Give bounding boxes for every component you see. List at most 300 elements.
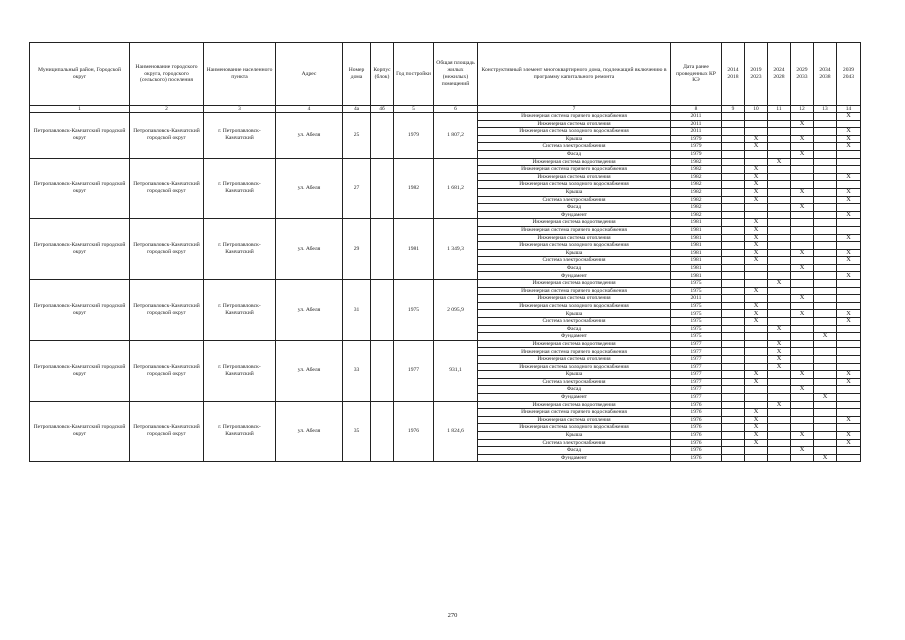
prior-repair-date-cell: 1977 bbox=[671, 371, 722, 379]
period-mark-cell: X bbox=[745, 249, 768, 257]
period-mark-cell bbox=[814, 371, 837, 379]
period-mark-cell bbox=[837, 333, 861, 341]
period-mark-cell bbox=[814, 128, 837, 136]
period-mark-cell bbox=[814, 135, 837, 143]
period-mark-cell: X bbox=[837, 173, 861, 181]
column-header: 2019 2023 bbox=[745, 43, 768, 106]
period-mark-cell bbox=[722, 447, 745, 455]
column-header: Наименование городского округа, городского (сельского) поселения bbox=[130, 43, 204, 106]
period-mark-cell bbox=[768, 454, 791, 462]
period-mark-cell bbox=[745, 264, 768, 272]
prior-repair-date-cell: 1977 bbox=[671, 393, 722, 401]
period-mark-cell bbox=[722, 135, 745, 143]
locality-cell: г. Петропавловск-Камчатский bbox=[204, 113, 276, 159]
period-mark-cell bbox=[722, 439, 745, 447]
period-mark-cell bbox=[814, 401, 837, 409]
period-mark-cell bbox=[791, 424, 814, 432]
column-header: Номер дома bbox=[343, 43, 371, 106]
period-mark-cell bbox=[791, 219, 814, 227]
period-mark-cell bbox=[837, 264, 861, 272]
period-mark-cell bbox=[745, 454, 768, 462]
period-mark-cell bbox=[791, 325, 814, 333]
element-name-cell: Система электроснабжения bbox=[478, 196, 671, 204]
period-mark-cell bbox=[745, 363, 768, 371]
period-mark-cell bbox=[837, 302, 861, 310]
column-number: 9 bbox=[722, 106, 745, 113]
period-mark-cell: X bbox=[791, 264, 814, 272]
period-mark-cell bbox=[814, 181, 837, 189]
period-mark-cell bbox=[814, 257, 837, 265]
period-mark-cell bbox=[722, 234, 745, 242]
period-mark-cell bbox=[722, 257, 745, 265]
locality-cell: г. Петропавловск-Камчатский bbox=[204, 401, 276, 462]
period-mark-cell bbox=[837, 409, 861, 417]
address-cell: ул. Абеля bbox=[276, 219, 343, 280]
period-mark-cell bbox=[837, 150, 861, 158]
prior-repair-date-cell: 1981 bbox=[671, 226, 722, 234]
period-mark-cell: X bbox=[791, 249, 814, 257]
period-mark-cell bbox=[768, 166, 791, 174]
document-page bbox=[29, 42, 860, 462]
address-cell: ул. Абеля bbox=[276, 158, 343, 219]
period-mark-cell bbox=[722, 120, 745, 128]
period-mark-cell: X bbox=[791, 135, 814, 143]
column-header: Муниципальный район, Городской округ bbox=[30, 43, 130, 106]
period-mark-cell bbox=[791, 226, 814, 234]
column-number: 7 bbox=[478, 106, 671, 113]
period-mark-cell: X bbox=[768, 325, 791, 333]
period-mark-cell bbox=[768, 295, 791, 303]
period-mark-cell bbox=[814, 272, 837, 280]
period-mark-cell bbox=[722, 310, 745, 318]
period-mark-cell: X bbox=[837, 416, 861, 424]
period-mark-cell bbox=[722, 226, 745, 234]
prior-repair-date-cell: 1977 bbox=[671, 386, 722, 394]
period-mark-cell bbox=[837, 348, 861, 356]
column-header: 2024 2028 bbox=[768, 43, 791, 106]
period-mark-cell: X bbox=[837, 249, 861, 257]
prior-repair-date-cell: 1976 bbox=[671, 416, 722, 424]
period-mark-cell bbox=[722, 302, 745, 310]
period-mark-cell: X bbox=[745, 173, 768, 181]
period-mark-cell bbox=[814, 280, 837, 288]
period-mark-cell: X bbox=[837, 135, 861, 143]
column-number-row bbox=[30, 106, 861, 113]
period-mark-cell bbox=[814, 143, 837, 151]
period-mark-cell bbox=[768, 226, 791, 234]
element-name-cell: Система электроснабжения bbox=[478, 257, 671, 265]
element-name-cell: Инженерная система холодного водоснабжения bbox=[478, 424, 671, 432]
period-mark-cell bbox=[768, 424, 791, 432]
period-mark-cell: X bbox=[745, 196, 768, 204]
period-mark-cell: X bbox=[768, 363, 791, 371]
prior-repair-date-cell: 1975 bbox=[671, 280, 722, 288]
period-mark-cell: X bbox=[768, 401, 791, 409]
element-name-cell: Система электроснабжения bbox=[478, 439, 671, 447]
column-number: 12 bbox=[791, 106, 814, 113]
building-cell bbox=[371, 340, 394, 401]
period-mark-cell bbox=[722, 348, 745, 356]
year-cell: 1976 bbox=[394, 401, 434, 462]
column-header: Наименование населенного пункта bbox=[204, 43, 276, 106]
settlement-cell: Петропавловск-Камчатский городской округ bbox=[130, 280, 204, 341]
column-number: 10 bbox=[745, 106, 768, 113]
period-mark-cell bbox=[791, 409, 814, 417]
period-mark-cell bbox=[722, 249, 745, 257]
prior-repair-date-cell: 1975 bbox=[671, 325, 722, 333]
period-mark-cell bbox=[768, 409, 791, 417]
column-number: 11 bbox=[768, 106, 791, 113]
prior-repair-date-cell: 1982 bbox=[671, 173, 722, 181]
period-mark-cell bbox=[814, 158, 837, 166]
element-name-cell: Система электроснабжения bbox=[478, 318, 671, 326]
element-name-cell: Инженерная система горячего водоснабжения bbox=[478, 166, 671, 174]
period-mark-cell: X bbox=[837, 378, 861, 386]
period-mark-cell bbox=[837, 242, 861, 250]
period-mark-cell bbox=[722, 356, 745, 364]
building-cell bbox=[371, 113, 394, 159]
element-name-cell: Инженерная система горячего водоснабжения bbox=[478, 348, 671, 356]
element-name-cell: Фасад bbox=[478, 325, 671, 333]
period-mark-cell bbox=[837, 219, 861, 227]
period-mark-cell bbox=[837, 120, 861, 128]
period-mark-cell bbox=[791, 257, 814, 265]
column-number: 6 bbox=[434, 106, 478, 113]
period-mark-cell: X bbox=[745, 302, 768, 310]
element-name-cell: Фундамент bbox=[478, 333, 671, 341]
period-mark-cell bbox=[814, 249, 837, 257]
element-name-cell: Фасад bbox=[478, 204, 671, 212]
period-mark-cell: X bbox=[837, 234, 861, 242]
period-mark-cell bbox=[745, 120, 768, 128]
column-header: 2039 2043 bbox=[837, 43, 861, 106]
period-mark-cell bbox=[814, 173, 837, 181]
element-name-cell: Инженерная система отопления bbox=[478, 295, 671, 303]
period-mark-cell bbox=[791, 333, 814, 341]
period-mark-cell bbox=[814, 348, 837, 356]
period-mark-cell bbox=[768, 310, 791, 318]
period-mark-cell bbox=[722, 431, 745, 439]
element-name-cell: Инженерная система отопления bbox=[478, 234, 671, 242]
period-mark-cell bbox=[791, 287, 814, 295]
element-name-cell: Фундамент bbox=[478, 393, 671, 401]
period-mark-cell bbox=[791, 272, 814, 280]
table-body bbox=[30, 113, 861, 462]
period-mark-cell bbox=[791, 356, 814, 364]
table-row bbox=[30, 340, 861, 348]
period-mark-cell bbox=[768, 287, 791, 295]
period-mark-cell bbox=[768, 386, 791, 394]
prior-repair-date-cell: 1976 bbox=[671, 409, 722, 417]
period-mark-cell bbox=[814, 363, 837, 371]
element-name-cell: Инженерная система горячего водоснабжения bbox=[478, 287, 671, 295]
period-mark-cell bbox=[814, 120, 837, 128]
column-header: Адрес bbox=[276, 43, 343, 106]
period-mark-cell: X bbox=[837, 143, 861, 151]
period-mark-cell bbox=[722, 196, 745, 204]
period-mark-cell bbox=[745, 295, 768, 303]
address-cell: ул. Абеля bbox=[276, 280, 343, 341]
year-cell: 1982 bbox=[394, 158, 434, 219]
column-number: 14 bbox=[837, 106, 861, 113]
column-header: Дата ранее проведенных КР КЭ bbox=[671, 43, 722, 106]
element-name-cell: Инженерная система отопления bbox=[478, 416, 671, 424]
period-mark-cell: X bbox=[745, 257, 768, 265]
period-mark-cell: X bbox=[745, 378, 768, 386]
period-mark-cell bbox=[814, 150, 837, 158]
period-mark-cell bbox=[722, 280, 745, 288]
column-header: 2034 2038 bbox=[814, 43, 837, 106]
period-mark-cell: X bbox=[745, 287, 768, 295]
period-mark-cell bbox=[768, 188, 791, 196]
period-mark-cell bbox=[791, 173, 814, 181]
period-mark-cell bbox=[768, 173, 791, 181]
period-mark-cell bbox=[814, 310, 837, 318]
period-mark-cell: X bbox=[768, 340, 791, 348]
period-mark-cell bbox=[814, 386, 837, 394]
prior-repair-date-cell: 2011 bbox=[671, 128, 722, 136]
period-mark-cell bbox=[722, 333, 745, 341]
period-mark-cell: X bbox=[791, 371, 814, 379]
period-mark-cell bbox=[722, 128, 745, 136]
period-mark-cell bbox=[791, 378, 814, 386]
house-number-cell: 33 bbox=[343, 340, 371, 401]
period-mark-cell bbox=[814, 234, 837, 242]
period-mark-cell bbox=[768, 302, 791, 310]
period-mark-cell bbox=[745, 401, 768, 409]
period-mark-cell: X bbox=[745, 424, 768, 432]
period-mark-cell: X bbox=[745, 242, 768, 250]
period-mark-cell bbox=[791, 166, 814, 174]
prior-repair-date-cell: 1975 bbox=[671, 333, 722, 341]
prior-repair-date-cell: 1976 bbox=[671, 447, 722, 455]
column-number: 2 bbox=[130, 106, 204, 113]
column-number: 13 bbox=[814, 106, 837, 113]
period-mark-cell bbox=[768, 333, 791, 341]
period-mark-cell bbox=[791, 242, 814, 250]
period-mark-cell bbox=[722, 173, 745, 181]
period-mark-cell: X bbox=[837, 318, 861, 326]
period-mark-cell bbox=[768, 234, 791, 242]
settlement-cell: Петропавловск-Камчатский городской округ bbox=[130, 158, 204, 219]
element-name-cell: Инженерная система горячего водоснабжения bbox=[478, 226, 671, 234]
prior-repair-date-cell: 1981 bbox=[671, 249, 722, 257]
period-mark-cell bbox=[768, 211, 791, 219]
period-mark-cell bbox=[791, 393, 814, 401]
prior-repair-date-cell: 1979 bbox=[671, 150, 722, 158]
house-number-cell: 31 bbox=[343, 280, 371, 341]
area-cell: 1 349,3 bbox=[434, 219, 478, 280]
period-mark-cell bbox=[791, 234, 814, 242]
period-mark-cell bbox=[791, 158, 814, 166]
period-mark-cell bbox=[791, 401, 814, 409]
year-cell: 1981 bbox=[394, 219, 434, 280]
period-mark-cell: X bbox=[837, 371, 861, 379]
column-number: 1 bbox=[30, 106, 130, 113]
house-number-cell: 35 bbox=[343, 401, 371, 462]
area-cell: 1 681,2 bbox=[434, 158, 478, 219]
settlement-cell: Петропавловск-Камчатский городской округ bbox=[130, 113, 204, 159]
period-mark-cell: X bbox=[745, 226, 768, 234]
page-number: 270 bbox=[447, 612, 458, 619]
address-cell: ул. Абеля bbox=[276, 113, 343, 159]
repair-program-table bbox=[29, 42, 861, 462]
period-mark-cell bbox=[722, 211, 745, 219]
element-name-cell: Крыша bbox=[478, 371, 671, 379]
period-mark-cell bbox=[814, 242, 837, 250]
address-cell: ул. Абеля bbox=[276, 340, 343, 401]
period-mark-cell bbox=[722, 393, 745, 401]
period-mark-cell bbox=[722, 295, 745, 303]
element-name-cell: Фундамент bbox=[478, 454, 671, 462]
period-mark-cell bbox=[768, 120, 791, 128]
period-mark-cell bbox=[814, 219, 837, 227]
period-mark-cell bbox=[837, 340, 861, 348]
period-mark-cell bbox=[814, 166, 837, 174]
period-mark-cell bbox=[745, 272, 768, 280]
element-name-cell: Инженерная система водоотведения bbox=[478, 158, 671, 166]
period-mark-cell: X bbox=[791, 295, 814, 303]
period-mark-cell bbox=[745, 211, 768, 219]
period-mark-cell: X bbox=[745, 310, 768, 318]
period-mark-cell bbox=[814, 302, 837, 310]
period-mark-cell bbox=[745, 280, 768, 288]
prior-repair-date-cell: 1975 bbox=[671, 310, 722, 318]
period-mark-cell: X bbox=[768, 348, 791, 356]
period-mark-cell bbox=[837, 280, 861, 288]
table-row bbox=[30, 113, 861, 121]
element-name-cell: Инженерная система водоотведения bbox=[478, 280, 671, 288]
period-mark-cell: X bbox=[745, 371, 768, 379]
settlement-cell: Петропавловск-Камчатский городской округ bbox=[130, 219, 204, 280]
element-name-cell: Фундамент bbox=[478, 211, 671, 219]
period-mark-cell bbox=[722, 386, 745, 394]
period-mark-cell bbox=[791, 348, 814, 356]
period-mark-cell bbox=[768, 196, 791, 204]
period-mark-cell: X bbox=[791, 386, 814, 394]
period-mark-cell bbox=[768, 447, 791, 455]
period-mark-cell: X bbox=[745, 416, 768, 424]
period-mark-cell: X bbox=[745, 135, 768, 143]
prior-repair-date-cell: 1977 bbox=[671, 340, 722, 348]
period-mark-cell: X bbox=[837, 196, 861, 204]
column-number: 8 bbox=[671, 106, 722, 113]
period-mark-cell bbox=[768, 264, 791, 272]
period-mark-cell bbox=[791, 143, 814, 151]
period-mark-cell bbox=[791, 439, 814, 447]
prior-repair-date-cell: 1975 bbox=[671, 302, 722, 310]
element-name-cell: Инженерная система водоотведения bbox=[478, 401, 671, 409]
period-mark-cell bbox=[791, 211, 814, 219]
period-mark-cell bbox=[722, 264, 745, 272]
period-mark-cell bbox=[745, 150, 768, 158]
period-mark-cell bbox=[837, 363, 861, 371]
house-number-cell: 29 bbox=[343, 219, 371, 280]
period-mark-cell bbox=[768, 204, 791, 212]
period-mark-cell: X bbox=[837, 439, 861, 447]
prior-repair-date-cell: 1977 bbox=[671, 356, 722, 364]
period-mark-cell bbox=[768, 249, 791, 257]
period-mark-cell bbox=[722, 378, 745, 386]
element-name-cell: Инженерная система отопления bbox=[478, 173, 671, 181]
element-name-cell: Инженерная система отопления bbox=[478, 120, 671, 128]
period-mark-cell bbox=[814, 188, 837, 196]
table-header bbox=[30, 43, 861, 113]
period-mark-cell bbox=[768, 113, 791, 121]
period-mark-cell bbox=[768, 439, 791, 447]
element-name-cell: Фасад bbox=[478, 447, 671, 455]
period-mark-cell bbox=[768, 135, 791, 143]
period-mark-cell bbox=[768, 272, 791, 280]
period-mark-cell bbox=[722, 181, 745, 189]
period-mark-cell bbox=[768, 318, 791, 326]
element-name-cell: Крыша bbox=[478, 188, 671, 196]
period-mark-cell: X bbox=[745, 439, 768, 447]
period-mark-cell bbox=[722, 150, 745, 158]
period-mark-cell: X bbox=[837, 310, 861, 318]
year-cell: 1979 bbox=[394, 113, 434, 159]
period-mark-cell bbox=[722, 401, 745, 409]
period-mark-cell: X bbox=[745, 431, 768, 439]
period-mark-cell bbox=[814, 287, 837, 295]
element-name-cell: Система электроснабжения bbox=[478, 378, 671, 386]
period-mark-cell bbox=[837, 454, 861, 462]
district-cell: Петропавловск-Камчатский городской округ bbox=[30, 158, 130, 219]
element-name-cell: Инженерная система горячего водоснабжения bbox=[478, 409, 671, 417]
prior-repair-date-cell: 1975 bbox=[671, 287, 722, 295]
period-mark-cell bbox=[745, 204, 768, 212]
period-mark-cell bbox=[791, 113, 814, 121]
period-mark-cell bbox=[745, 333, 768, 341]
period-mark-cell bbox=[814, 196, 837, 204]
prior-repair-date-cell: 1976 bbox=[671, 454, 722, 462]
column-header: Конструктивный элемент многоквартирного дома, подлежащий включению в программу капитального ремонта bbox=[478, 43, 671, 106]
prior-repair-date-cell: 1982 bbox=[671, 204, 722, 212]
period-mark-cell bbox=[837, 401, 861, 409]
settlement-cell: Петропавловск-Камчатский городской округ bbox=[130, 340, 204, 401]
column-number: 4б bbox=[371, 106, 394, 113]
prior-repair-date-cell: 1981 bbox=[671, 234, 722, 242]
period-mark-cell bbox=[722, 325, 745, 333]
element-name-cell: Инженерная система холодного водоснабжения bbox=[478, 363, 671, 371]
element-name-cell: Фундамент bbox=[478, 272, 671, 280]
period-mark-cell: X bbox=[768, 280, 791, 288]
element-name-cell: Инженерная система холодного водоснабжения bbox=[478, 242, 671, 250]
area-cell: 1 807,2 bbox=[434, 113, 478, 159]
element-name-cell: Крыша bbox=[478, 249, 671, 257]
prior-repair-date-cell: 1979 bbox=[671, 143, 722, 151]
period-mark-cell bbox=[837, 181, 861, 189]
period-mark-cell bbox=[791, 280, 814, 288]
element-name-cell: Инженерная система холодного водоснабжения bbox=[478, 181, 671, 189]
locality-cell: г. Петропавловск-Камчатский bbox=[204, 158, 276, 219]
element-name-cell: Крыша bbox=[478, 431, 671, 439]
period-mark-cell bbox=[814, 378, 837, 386]
period-mark-cell bbox=[791, 196, 814, 204]
district-cell: Петропавловск-Камчатский городской округ bbox=[30, 401, 130, 462]
period-mark-cell bbox=[745, 386, 768, 394]
prior-repair-date-cell: 1981 bbox=[671, 242, 722, 250]
period-mark-cell bbox=[791, 181, 814, 189]
period-mark-cell bbox=[814, 409, 837, 417]
column-header: Год постройки bbox=[394, 43, 434, 106]
building-cell bbox=[371, 401, 394, 462]
prior-repair-date-cell: 2011 bbox=[671, 113, 722, 121]
element-name-cell: Фасад bbox=[478, 386, 671, 394]
district-cell: Петропавловск-Камчатский городской округ bbox=[30, 113, 130, 159]
building-cell bbox=[371, 219, 394, 280]
column-header: 2014 2018 bbox=[722, 43, 745, 106]
